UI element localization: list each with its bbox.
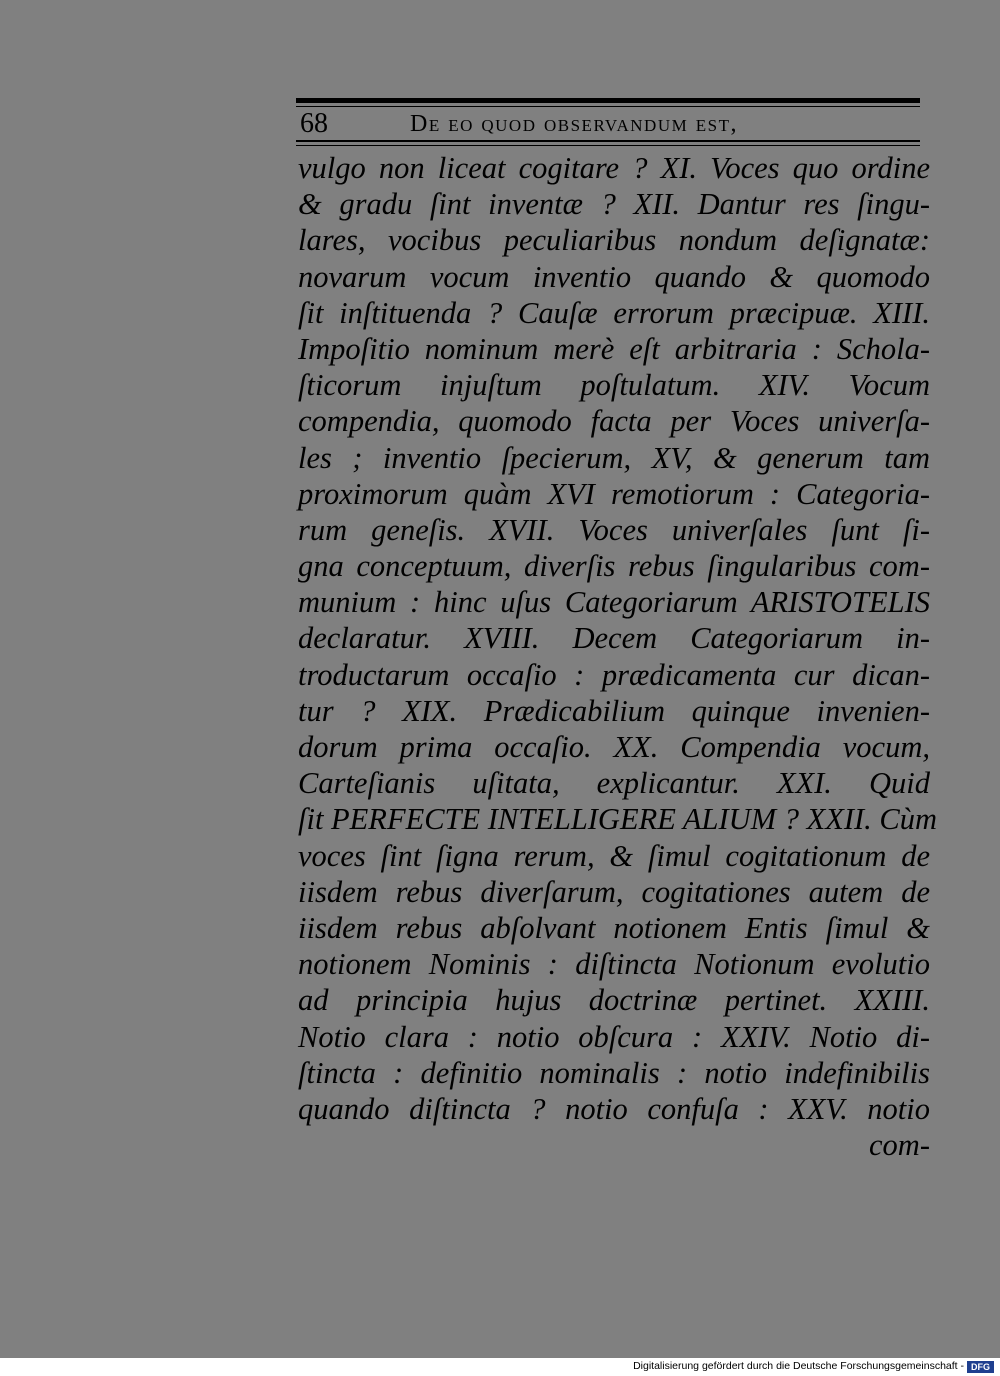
header-rule-bottom-thin — [296, 145, 920, 146]
text-line: gna conceptuum, diverſis rebus ſingularibus com- — [298, 549, 930, 584]
text-line: novarum vocum inventio quando & quomodo — [298, 259, 930, 294]
text-line: voces ſint ſigna rerum, & ſimul cogitationum de — [298, 838, 930, 873]
text-line: munium : hinc uſus Categoriarum ARISTOTELIS — [298, 585, 930, 620]
text-line: com- — [869, 1128, 930, 1163]
running-head: De eo quod observandum est, — [410, 110, 738, 137]
footer-credit: Digitalisierung gefördert durch die Deutsche Forschungsgemeinschaft - — [633, 1360, 964, 1372]
text-line: & gradu ſint inventæ ? XII. Dantur res ſingu- — [298, 187, 930, 222]
header-rule-top-thin — [296, 106, 920, 107]
text-line: Impoſitio nominum merè eſt arbitraria : Schola- — [298, 331, 930, 366]
dfg-logo: DFG — [967, 1361, 994, 1373]
text-line: dorum prima occaſio. XX. Compendia vocum, — [298, 730, 930, 764]
text-line: declaratur. XVIII. Decem Categoriarum in- — [298, 621, 930, 656]
text-line: tur ? XIX. Prædicabilium quinque invenien- — [298, 693, 930, 728]
text-line: compendia, quomodo facta per Voces univerſa- — [298, 404, 930, 439]
text-line: ſit PERFECTE INTELLIGERE ALIUM ? XXII. Cùm — [298, 802, 938, 837]
text-line: troductarum occaſio : prædicamenta cur dican- — [298, 657, 930, 692]
header-rule-top — [296, 98, 920, 103]
text-line: Carteſianis uſitata, explicantur. XXI. Quid — [298, 766, 930, 801]
text-line: les ; inventio ſpecierum, XV, & generum tam — [298, 440, 930, 475]
text-line: Notio clara : notio obſcura : XXIV. Notio di- — [298, 1019, 930, 1054]
text-line: notionem Nominis : diſtincta Notionum evolutio — [298, 947, 930, 982]
page-header — [296, 108, 920, 140]
text-line: vulgo non liceat cogitare ? XI. Voces quo ordine — [298, 151, 930, 185]
text-line: rum geneſis. XVII. Voces univerſales ſunt ſi- — [298, 512, 930, 547]
text-line: ad principia hujus doctrinæ pertinet. XXIII. — [298, 983, 930, 1018]
text-line: ſticorum injuſtum poſtulatum. XIV. Vocum — [298, 368, 930, 403]
footer-bar — [0, 1358, 1000, 1376]
header-rule-bottom — [296, 140, 920, 142]
text-line: ſit inſtituenda ? Cauſæ errorum præcipuæ. XIII. — [298, 295, 930, 330]
text-line: iisdem rebus abſolvant notionem Entis ſimul & — [298, 910, 930, 945]
body-text — [298, 150, 938, 1163]
text-line: proximorum quàm XVI remotiorum : Categoria- — [298, 476, 930, 511]
text-line: ſtincta : definitio nominalis : notio indefinibilis — [298, 1055, 930, 1090]
text-line: quando diſtincta ? notio confuſa : XXV. notio — [298, 1091, 930, 1126]
page-number: 68 — [300, 108, 328, 139]
text-line: lares, vocibus peculiaribus nondum deſignatæ: — [298, 223, 930, 258]
text-line: iisdem rebus diverſarum, cogitationes autem de — [298, 874, 930, 909]
